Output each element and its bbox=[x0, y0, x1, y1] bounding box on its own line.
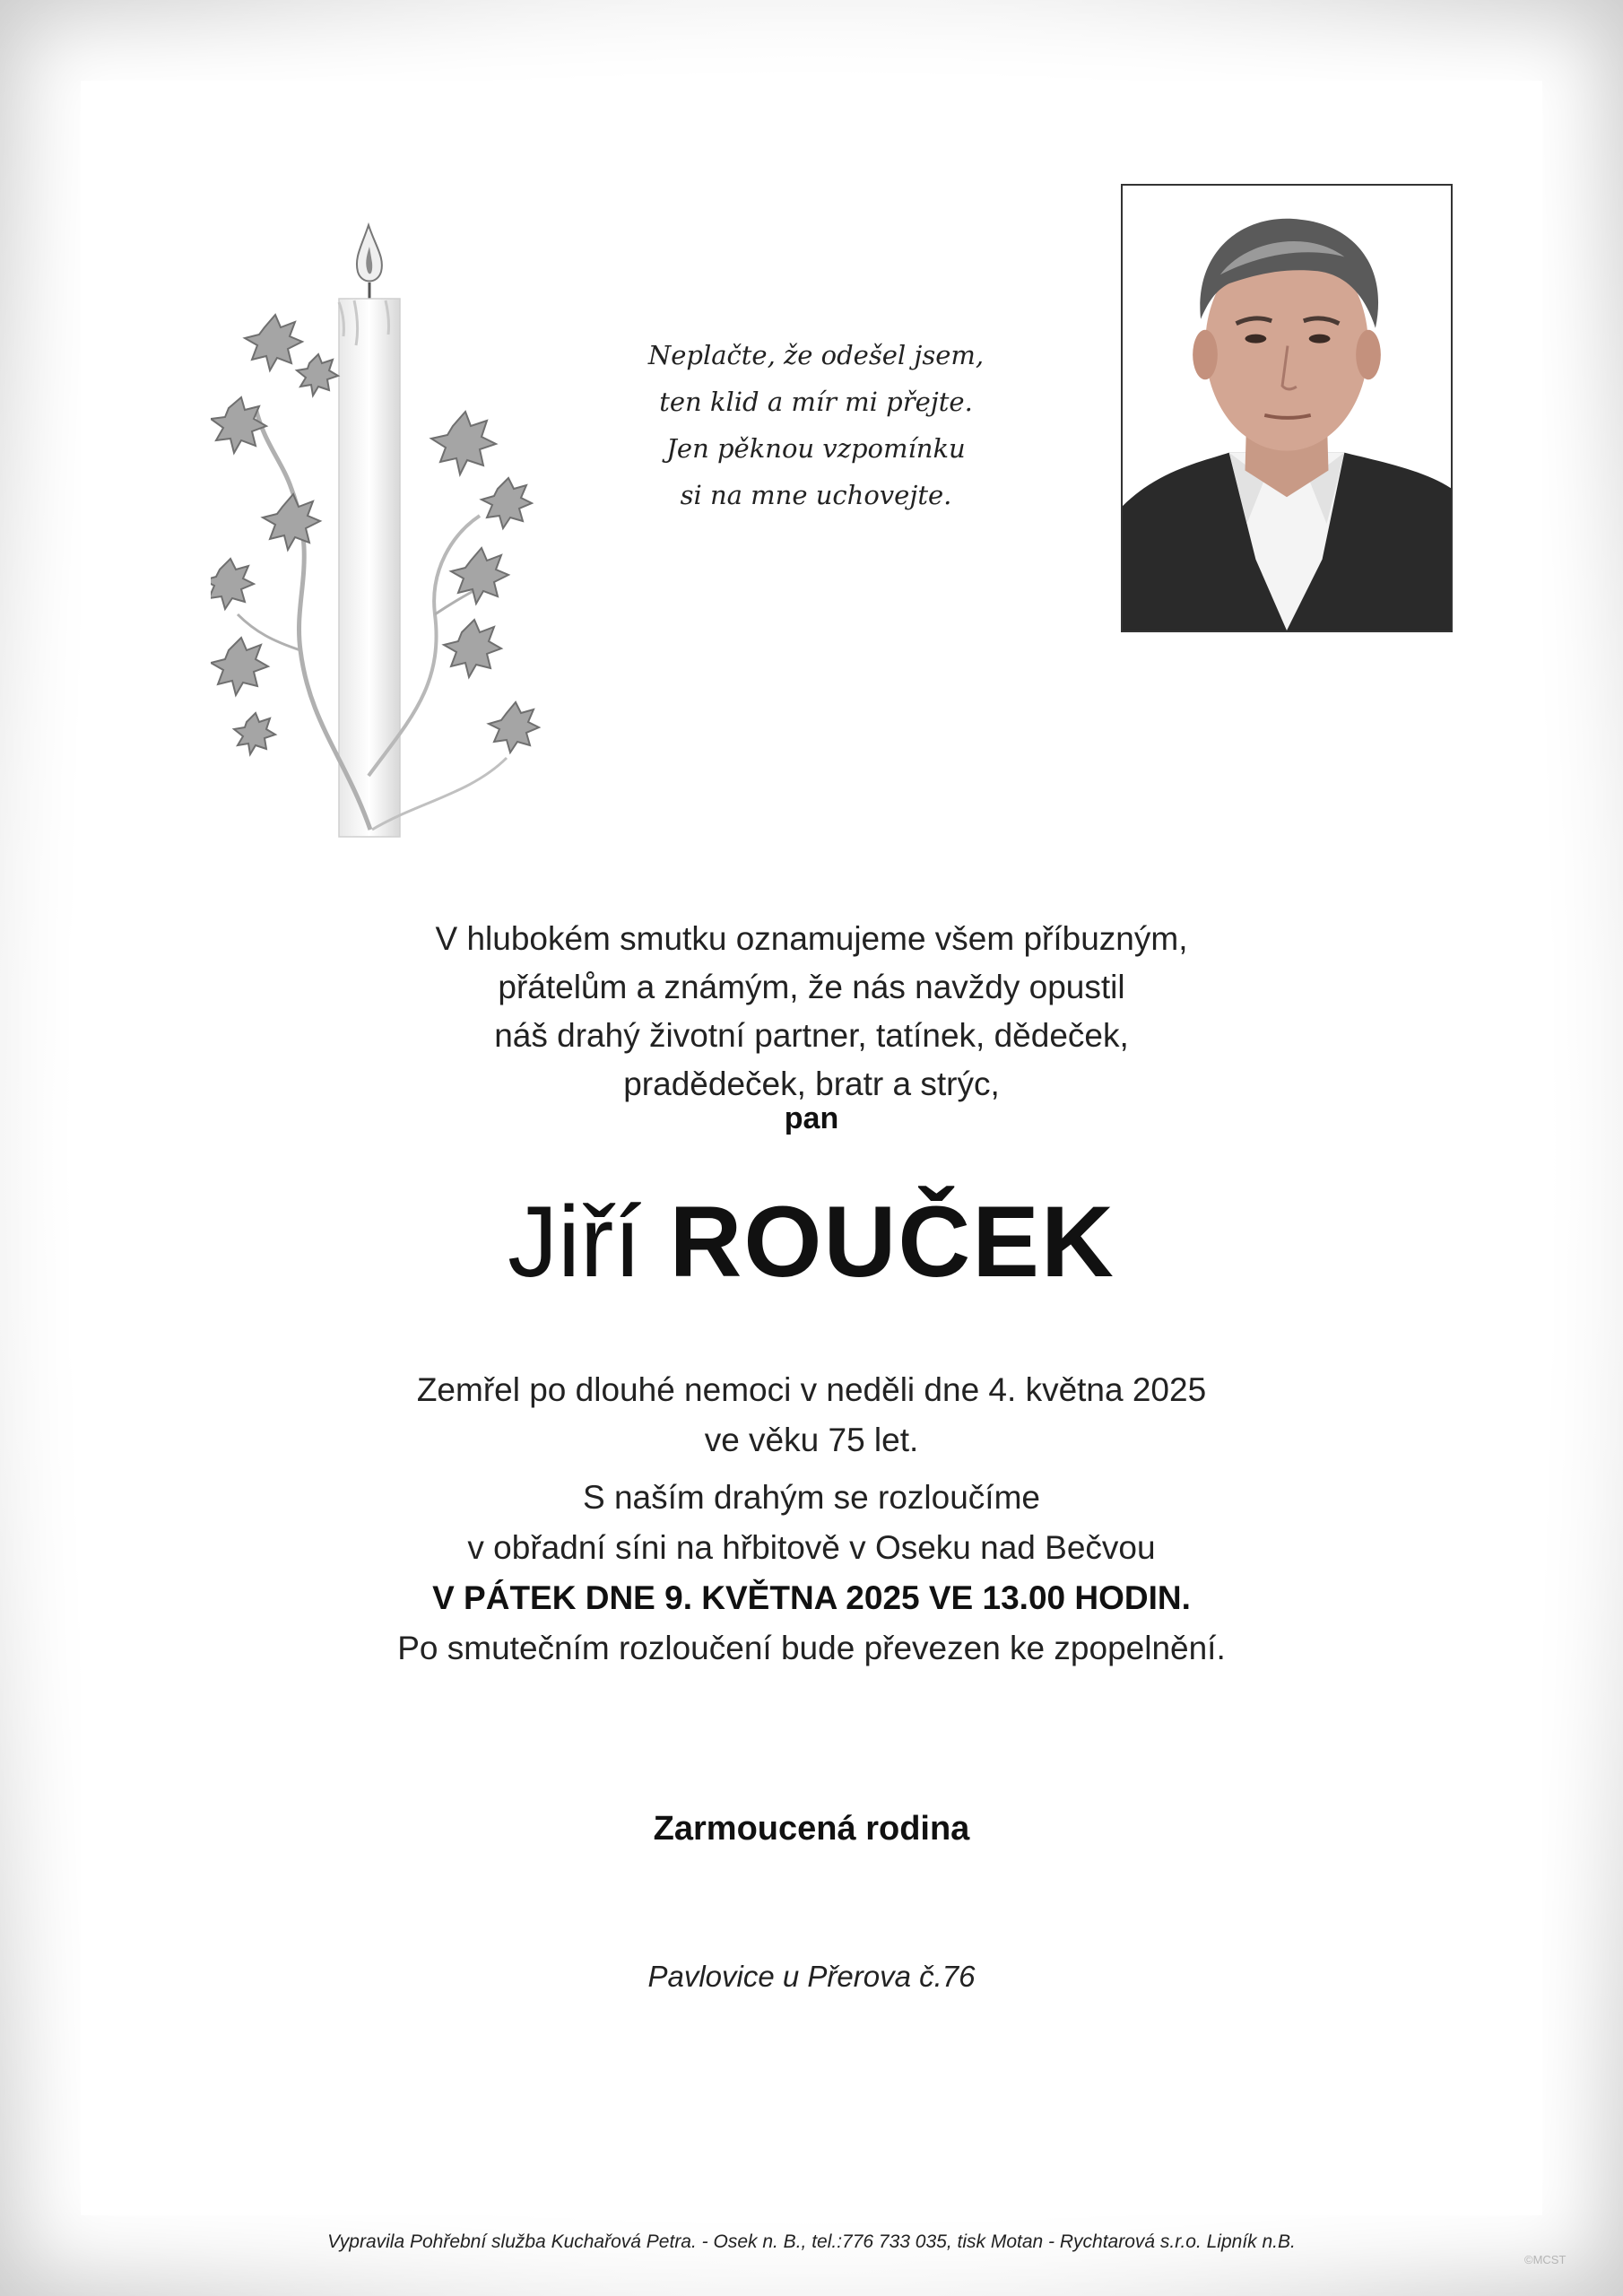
portrait-photo bbox=[1121, 184, 1453, 632]
watermark: ©MCST bbox=[1524, 2253, 1567, 2266]
last-name: ROUČEK bbox=[669, 1186, 1115, 1298]
announcement-line: pradědeček, bratr a strýc, bbox=[623, 1065, 1000, 1102]
age-line: ve věku 75 let. bbox=[704, 1422, 919, 1458]
funeral-details bbox=[269, 1365, 1354, 1674]
poem-line: si na mne uchovejte. bbox=[680, 480, 952, 510]
poem-line: Neplačte, že odešel jsem, bbox=[647, 340, 985, 370]
announcement-line: V hlubokém smutku oznamujeme všem příbuzným, bbox=[435, 920, 1188, 957]
candle-icon bbox=[211, 220, 551, 839]
poem-line: Jen pěknou vzpomínku bbox=[666, 433, 966, 464]
deceased-name bbox=[363, 1184, 1260, 1300]
place-line: v obřadní síni na hřbitově v Oseku nad Bečvou bbox=[467, 1529, 1156, 1566]
candle-ivy-illustration bbox=[211, 220, 551, 839]
poem bbox=[628, 332, 1004, 518]
address: Pavlovice u Přerova č.76 bbox=[647, 1960, 976, 1993]
poem-line: ten klid a mír mi přejte. bbox=[659, 387, 973, 417]
honorific: pan bbox=[784, 1101, 839, 1135]
date-time-line: V PÁTEK DNE 9. KVĚTNA 2025 VE 13.00 HODIN. bbox=[432, 1579, 1191, 1616]
announcement-line: náš drahý životní partner, tatínek, dědeček, bbox=[494, 1017, 1129, 1054]
cremation-line: Po smutečním rozloučení bude převezen ke zpopelnění. bbox=[397, 1630, 1226, 1666]
farewell-line: S naším drahým se rozloučíme bbox=[583, 1479, 1040, 1516]
portrait-icon bbox=[1123, 186, 1451, 631]
first-name: Jiří bbox=[508, 1186, 642, 1298]
announcement bbox=[305, 915, 1318, 1109]
signature: Zarmoucená rodina bbox=[653, 1810, 970, 1848]
announcement-line: přátelům a známým, že nás navždy opustil bbox=[498, 969, 1125, 1005]
death-line: Zemřel po dlouhé nemoci v neděli dne 4. května 2025 bbox=[416, 1371, 1207, 1408]
footer-credits: Vypravila Pohřební služba Kuchařová Petra. - Osek n. B., tel.:776 733 035, tisk Motan - Rychtarová s.r.o. Lipník n.B. bbox=[327, 2231, 1296, 2252]
